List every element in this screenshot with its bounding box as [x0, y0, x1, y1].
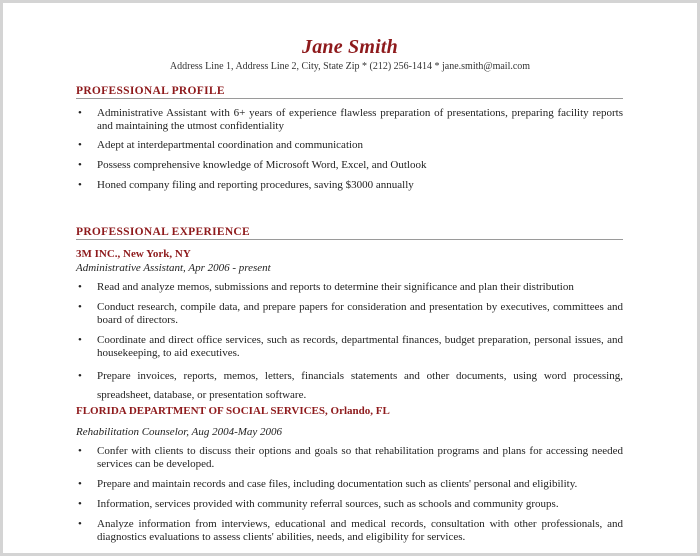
list-item: • Possess comprehensive knowledge of Microsoft Word, Excel, and Outlook [78, 159, 427, 171]
list-item: • Confer with clients to discuss their options and goals so that rehabilitation programs and plans for accessing needed services can be developed. [78, 445, 623, 470]
employer-name: FLORIDA DEPARTMENT OF SOCIAL SERVICES, Orlando, FL [76, 405, 390, 417]
bullet-icon: • [78, 518, 82, 530]
list-item: • Prepare invoices, reports, memos, letters, financials statements and other documents, using word processing, spreadsheet, database, or presentation software. [76, 367, 623, 405]
bullet-icon: • [78, 445, 82, 457]
bullet-icon: • [78, 498, 82, 510]
contact-address: Address Line 1, Address Line 2, City, State Zip * (212) 256-1414 * jane.smith@mail.com [169, 61, 531, 72]
bullet-icon: • [78, 370, 82, 382]
bullet-icon: • [78, 301, 82, 313]
list-item: • Information, services provided with community referral sources, such as schools and community groups. [78, 498, 559, 510]
employer-name: 3M INC., New York, NY [76, 248, 191, 260]
job-duties-list [76, 281, 623, 405]
bullet-icon: • [78, 334, 82, 346]
list-item: • Coordinate and direct office services, such as records, departmental finances, budget preparation, personal issues, and housekeeping, to aid executives. [78, 334, 623, 359]
profile-list [76, 107, 623, 192]
job-duties-list [76, 445, 623, 544]
job-role: Rehabilitation Counselor, Aug 2004-May 2006 [76, 426, 283, 438]
bullet-icon: • [78, 107, 82, 119]
bullet-icon: • [78, 179, 82, 191]
bullet-icon: • [78, 478, 82, 490]
candidate-name: Jane Smith [302, 36, 398, 58]
job-role: Administrative Assistant, Apr 2006 - present [76, 262, 271, 274]
bullet-icon: • [78, 281, 82, 293]
list-item: • Administrative Assistant with 6+ years of experience flawless preparation of presentations, preparing facility reports and maintaining the utmost confidentiality [78, 107, 623, 132]
list-item: • Conduct research, compile data, and prepare papers for consideration and presentation by executives, committees and board of directors. [78, 301, 623, 326]
list-item: • Prepare and maintain records and case files, including documentation such as clients' personal and eligibility. [78, 478, 578, 490]
bullet-icon: • [78, 159, 82, 171]
bullet-icon: • [78, 139, 82, 151]
section-title-profile: PROFESSIONAL PROFILE [76, 85, 623, 99]
section-title-experience: PROFESSIONAL EXPERIENCE [76, 226, 623, 240]
list-item: • Honed company filing and reporting procedures, saving $3000 annually [78, 179, 414, 191]
list-item: • Adept at interdepartmental coordination and communication [78, 139, 364, 151]
list-item: • Analyze information from interviews, educational and medical records, consultation with other professionals, and diagnostics evaluations to assess clients' abilities, needs, and eligibility for services. [78, 518, 623, 543]
list-item: • Read and analyze memos, submissions and reports to determine their significance and plan their distribution [78, 281, 574, 293]
